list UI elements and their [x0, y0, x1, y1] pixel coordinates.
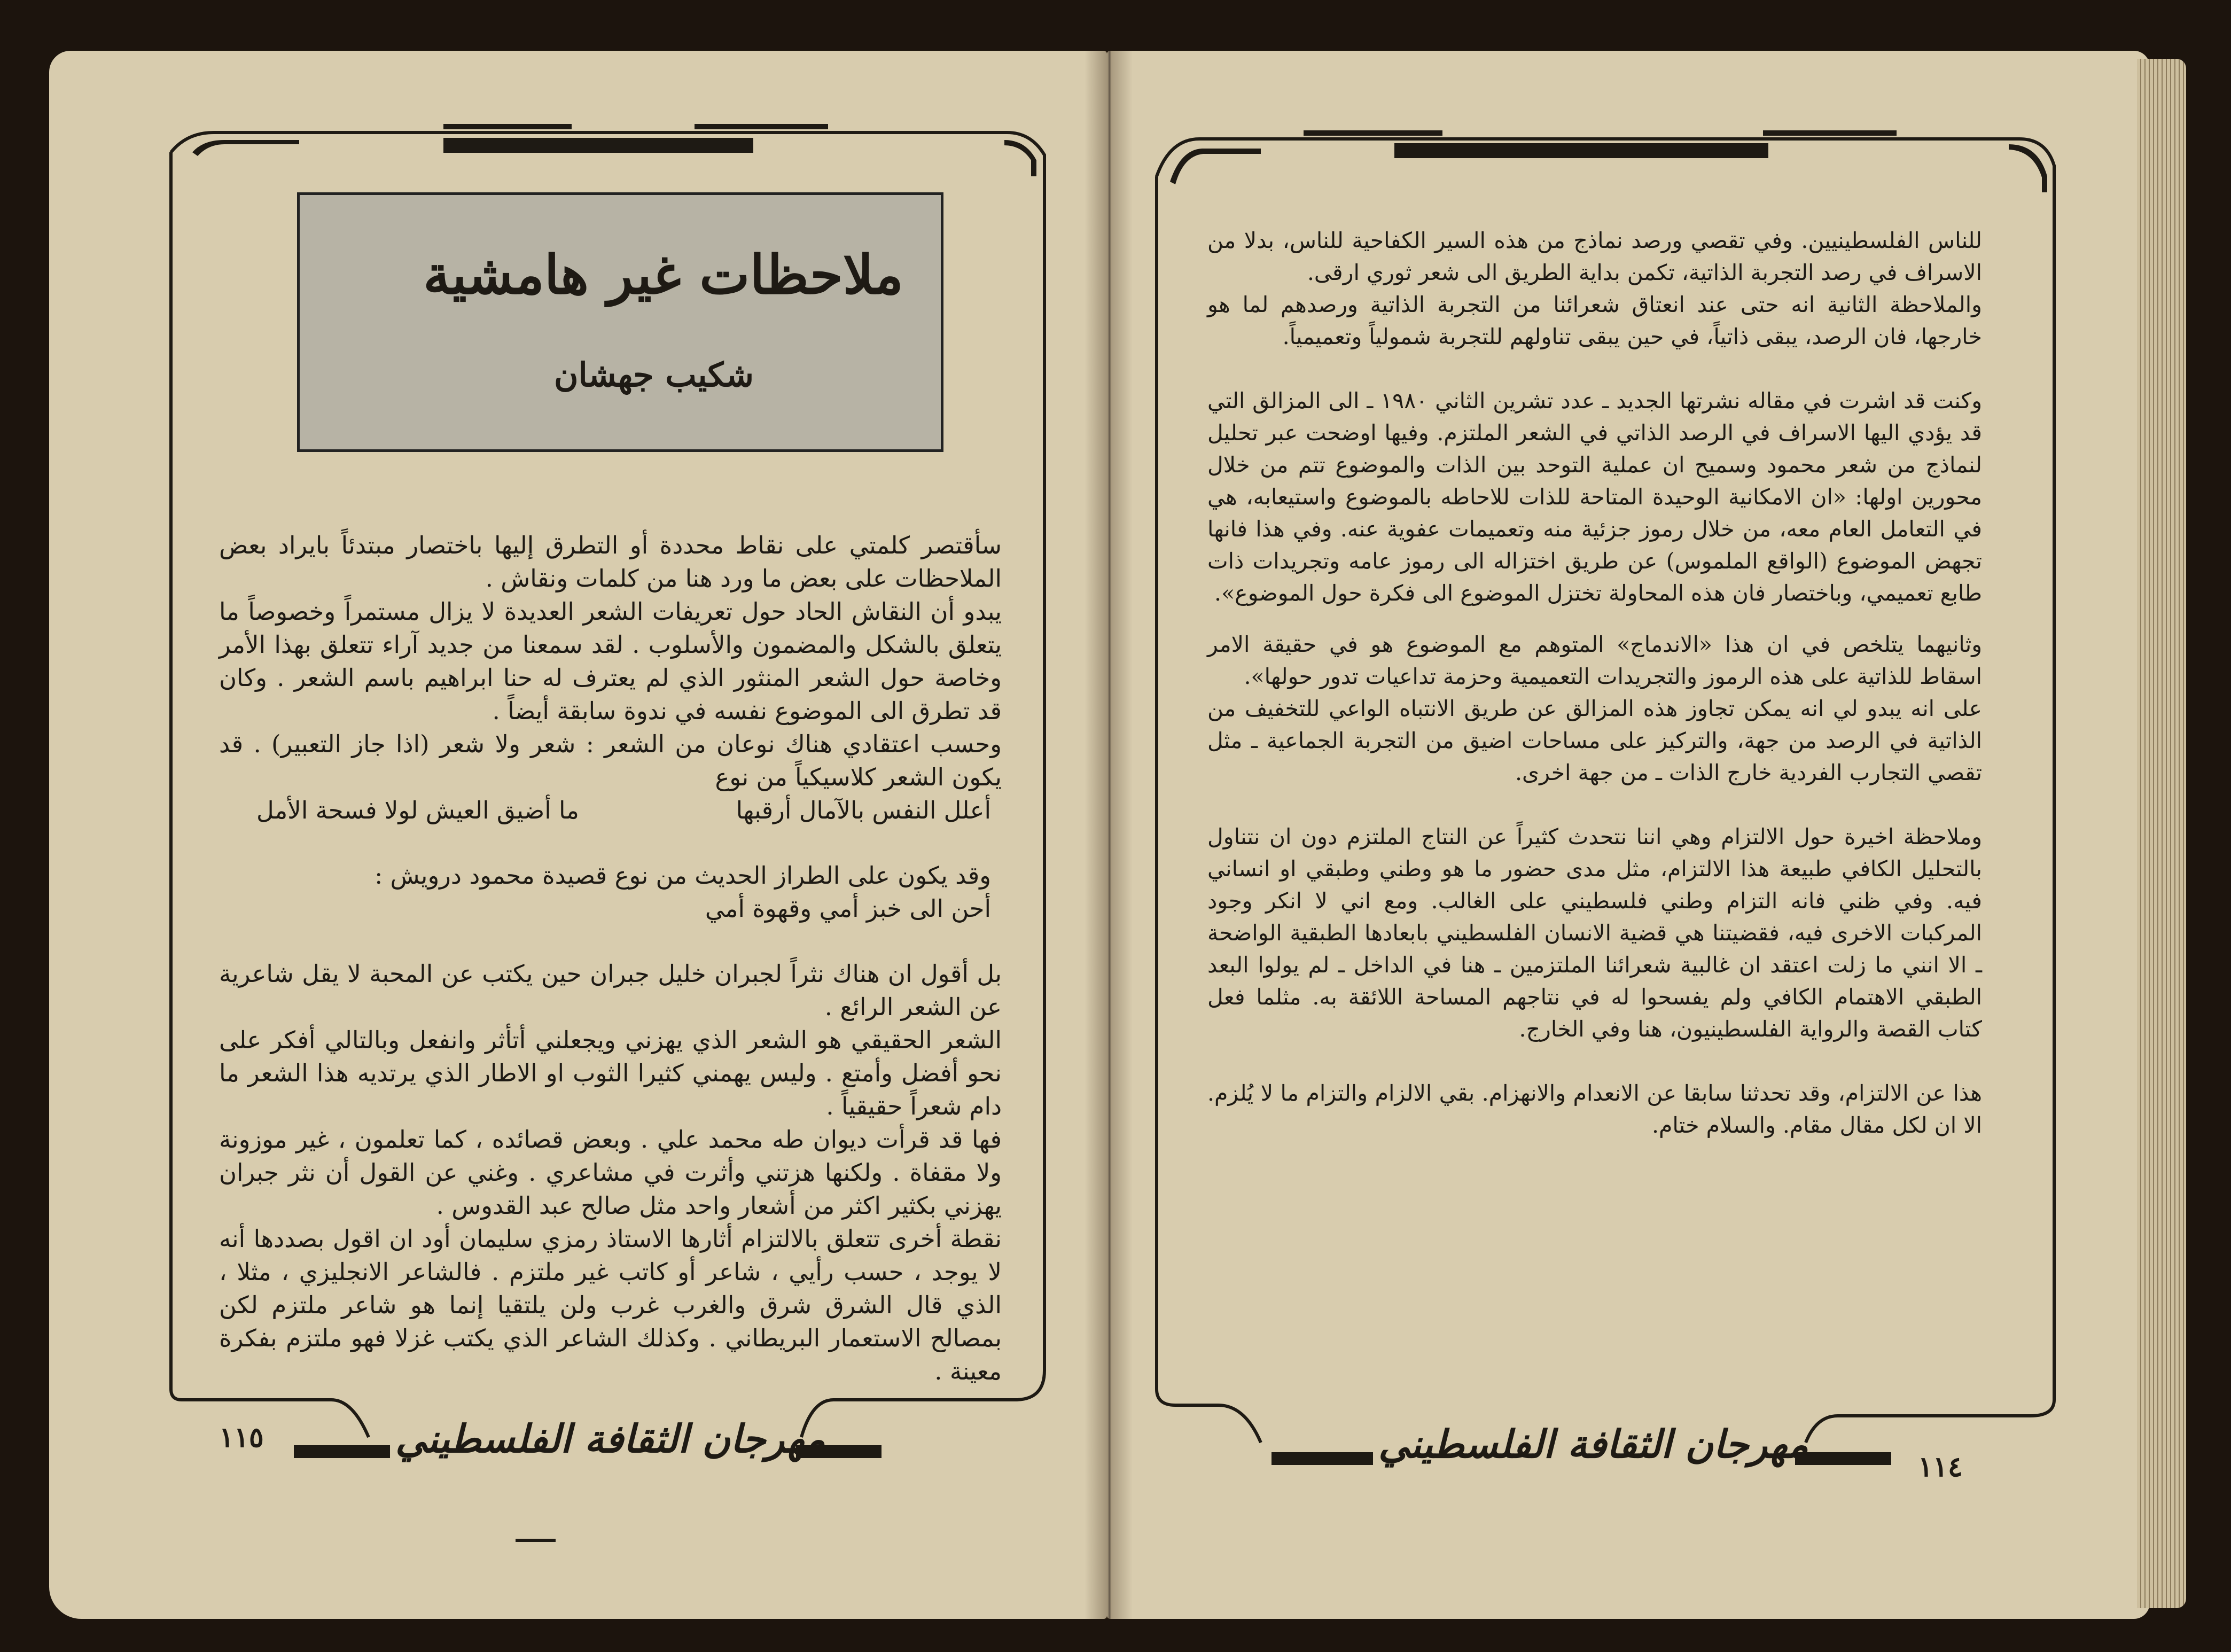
paragraph: والملاحظة الثانية انه حتى عند انعتاق شعرائنا من التجربة الذاتية ورصدهم لما هو خارجها، فان الرصد، يبقى ذاتياً، في حين يبقى تناولهم للتجربة شمولياً وتعميمياً. [1207, 292, 1982, 349]
left-page-body [219, 529, 1002, 1388]
paragraph: الشعر الحقيقي هو الشعر الذي يهزني ويجعلني أتأثر وانفعل وبالتالي أفكر على نحو أفضل وأمتع . وليس يهمني كثيرا الثوب او الاطار الذي يرتديه هذا الشعر ما دام شعراً حقيقياً . [219, 1026, 1002, 1120]
right-top-bar-thin [1304, 130, 1442, 136]
right-bottom-bar-left [1271, 1452, 1373, 1465]
paragraph: على انه يبدو لي انه يمكن تجاوز هذه المزالق عن طريق الانتباه الواعي للتخفيف من الذاتية في الرصد من جهة، والتركيز على مساحات اضيق من التجربة الجماعية ـ مثل تقصي التجارب الفردية خارج الذات ـ من جهة اخرى. [1207, 696, 1982, 785]
verse-first-hemistich: أعلل النفس بالآمال أرقبها [736, 796, 991, 824]
paragraph: للناس الفلسطينيين. وفي تقصي ورصد نماذج من هذه السير الكفاحية للناس، بدلا من الاسراف في رصد التجربة الذاتية، تكمن بداية الطريق الى شعر ثوري ارقى. [1207, 228, 1982, 285]
right-page-body [1207, 224, 1982, 1141]
article-author: شكيب جهشان [554, 355, 754, 394]
verse-second-hemistich: ما أضيق العيش لولا فسحة الأمل [256, 796, 579, 824]
right-frame-bottom [1806, 1400, 2054, 1443]
modern-verse-line: أحن الى خبز أمي وقهوة أمي [705, 894, 991, 923]
right-bottom-bar-right [1795, 1452, 1891, 1465]
left-bottom-bar-left [294, 1445, 390, 1458]
footer-title-right: مهرجان الثقافة الفلسطيني [1378, 1421, 1808, 1467]
paragraph: وملاحظة اخيرة حول الالتزام وهي اننا نتحدث كثيراً عن النتاج الملتزم دون ان نتناول بالتحليل الكافي طبيعة هذا الالتزام، مثل مدى حضور ما هو وطني وطبقي او انساني فيه. وفي ظني فانه التزام وطني فلسطيني على الغالب. ومع اني لا انكر وجود المركبات الاخرى فيه، فقضيتنا هي قضية الانسان الفلسطيني بابعادها الطبقية الواضحة ـ الا انني ما زلت اعتقد ان غالبية شعرائنا الملتزمين ـ هنا في الداخل ـ لم يولوا البعد الطبقي الاهتمام الكافي ولم يفسحوا له في نتاجهم المساحة اللائقة به. مثلما فعل كتاب القصة والرواية الفلسطينيون، هنا وفي الخارج. [1207, 824, 1982, 1042]
paragraph: سأقتصر كلمتي على نقاط محددة أو التطرق إليها باختصار مبتدئاً بايراد بعض الملاحظات على بعض ما ورد هنا من كلمات ونقاش . [219, 531, 1002, 593]
left-top-bar-thin [443, 124, 572, 129]
right-top-bar [1394, 143, 1768, 158]
left-top-bar [443, 138, 753, 153]
paragraph: وحسب اعتقادي هناك نوعان من الشعر : شعر ولا شعر (اذا جاز التعبير) . قد يكون الشعر كلاسيكياً من نوع [219, 730, 1002, 791]
paragraph: يبدو أن النقاش الحاد حول تعريفات الشعر العديدة لا يزال مستمراً وخصوصاً ما يتعلق بالشكل والمضمون والأسلوب . لقد سمعنا من جديد آراء تتعلق بهذا الأمر وخاصة حول الشعر المنثور الذي لم يعترف له حنا ابراهيم باسم الشعر . وكان قد تطرق الى الموضوع نفسه في ندوة سابقة أيضاً . [219, 597, 1002, 725]
title-box [297, 192, 943, 452]
paragraph: بل أقول ان هناك نثراً لجبران خليل جبران حين يكتب عن المحبة لا يقل شاعرية عن الشعر الرائع . [219, 960, 1002, 1021]
page-number-left: ١١٥ [219, 1421, 264, 1454]
paragraph: وثانيهما يتلخص في ان هذا «الاندماج» المتوهم مع الموضوع هو في حقيقة الامر اسقاط للذاتية على هذه الرموز والتجريدات التعميمية وحزمة تداعيات تدور حولها». [1207, 632, 1982, 689]
modern-verse-intro: وقد يكون على الطراز الحديث من نوع قصيدة محمود درويش : [375, 861, 991, 890]
footer-title-left: مهرجان الثقافة الفلسطيني [395, 1416, 825, 1461]
page-number-right: ١١٤ [1918, 1451, 1963, 1483]
page-bottom-mark [516, 1539, 556, 1542]
paragraph: هذا عن الالتزام، وقد تحدثنا سابقا عن الانعدام والانهزام. بقي الالزام والتزام ما لا يُلزم. الا ان لكل مقال مقام. والسلام ختام. [1207, 1080, 1982, 1138]
paragraph: نقطة أخرى تتعلق بالالتزام أثارها الاستاذ رمزي سليمان أود ان اقول بصددها أنه لا يوجد ، حسب رأيي ، شاعر أو كاتب غير ملتزم . فالشاعر الانجليزي ، مثلا ، الذي قال الشرق شرق والغرب غرب ولن يلتقيا إنما هو شاعر ملتزم لكن بمصالح الاستعمار البريطاني . وكذلك الشاعر الذي يكتب غزلا فهو ملتزم بفكرة معينة . [219, 1225, 1002, 1385]
article-title: ملاحظات غير هامشية [423, 243, 903, 306]
paragraph: فها قد قرأت ديوان طه محمد علي . وبعض قصائده ، كما تعلمون ، غير موزونة ولا مقفاة . ولكنها هزتني وأثرت في مشاعري . وغني عن القول أن نثر جبران يهزني بكثير اكثر من أشعار واحد مثل صالح عبد القدوس . [219, 1125, 1002, 1220]
classical-verse [219, 794, 1002, 827]
paragraph: وكنت قد اشرت في مقاله نشرتها الجديد ـ عدد تشرين الثاني ١٩٨٠ ـ الى المزالق التي قد يؤدي اليها الاسراف في الرصد الذاتي في الشعر الملتزم. وفيها اوضحت عبر تحليل لنماذج من شعر محمود وسميح ان عملية التوحد بين الذات والموضوع تتم من خلال محورين اولها: «ان الامكانية الوحيدة المتاحة للذات للاحاطه بالموضوع واستيعابه، هي في التعامل العام معه، من خلال رموز جزئية منه وتعميمات عفوية عنه. وفي هذا فانها تجهض الموضوع (الواقع الملموس) عن طريق اختزاله الى رموز عامه وتجريدات ذات طابع تعميمي، وباختصار فان هذه المحاولة تختزل الموضوع الى فكرة حول الموضوع». [1207, 388, 1982, 606]
